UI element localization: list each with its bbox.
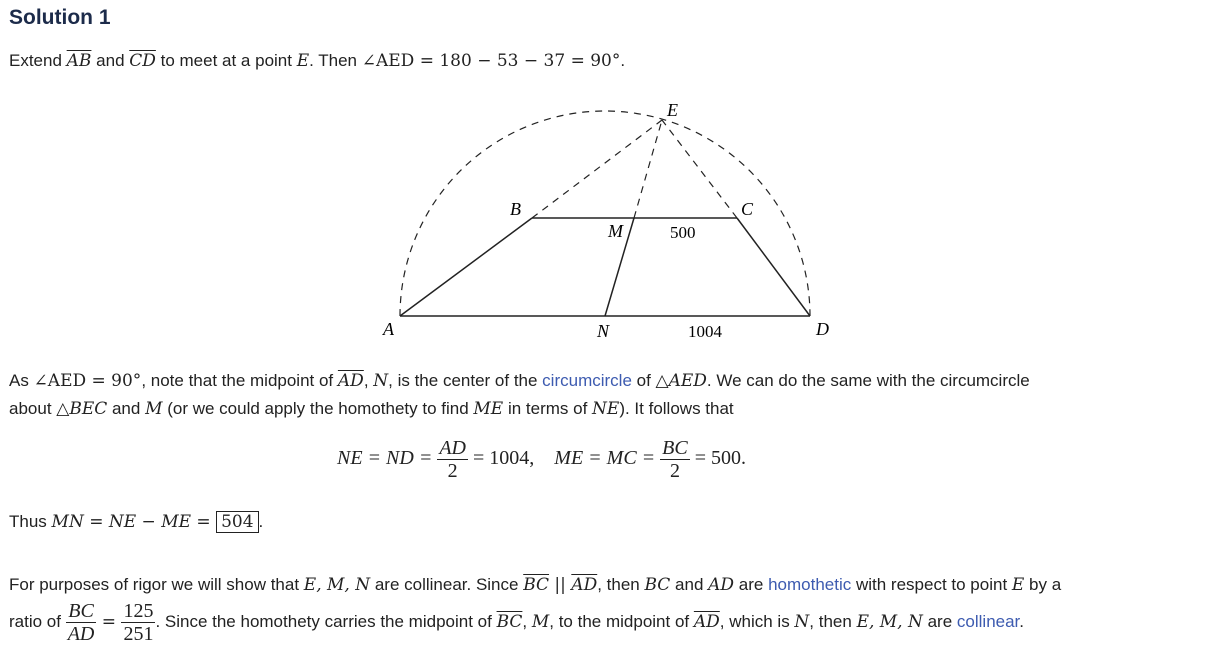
- math: $\overline{BC}$: [523, 575, 550, 595]
- numerator: AD: [439, 437, 467, 459]
- text: and: [107, 399, 146, 418]
- math: E: [296, 51, 310, 71]
- denominator: 2: [669, 460, 680, 482]
- text: . Since the homothety carries the midpoint of: [155, 611, 497, 631]
- math: $\overline{AD}$: [693, 611, 720, 632]
- denominator: 251: [123, 623, 154, 645]
- math: $\overline{BC}$: [496, 611, 523, 632]
- math: MN = NE − ME =: [51, 512, 217, 532]
- math: ||: [549, 575, 572, 595]
- math: NE = ND =: [337, 447, 438, 470]
- text: by a: [1024, 575, 1062, 594]
- circumcircle-link[interactable]: circumcircle: [542, 371, 632, 390]
- math: BC: [644, 575, 671, 595]
- math: ME: [473, 399, 504, 419]
- label-b: B: [510, 199, 521, 219]
- math: N: [373, 371, 389, 391]
- text: , then: [809, 611, 857, 631]
- text: in terms of: [503, 399, 593, 418]
- text: .: [620, 51, 626, 70]
- math: ∠AED = 180 − 53 − 37 = 90°: [361, 51, 621, 71]
- text: , to the midpoint of: [549, 611, 694, 631]
- text: ,: [363, 371, 374, 390]
- label-d: D: [816, 319, 829, 339]
- segment-ab: [400, 218, 532, 316]
- math: E: [1011, 575, 1025, 595]
- denominator: 2: [447, 460, 458, 482]
- math: = 500.: [689, 447, 747, 470]
- math: NE: [592, 399, 620, 419]
- label-n: N: [597, 321, 610, 341]
- text: , note that the midpoint of: [141, 371, 338, 390]
- math: $\overline{CD}$: [129, 51, 156, 71]
- text: (or we could apply the homothety to find: [162, 399, 474, 418]
- math: △AED: [655, 371, 707, 391]
- math: ∠AED = 90°: [33, 371, 142, 391]
- text: and: [91, 51, 130, 70]
- text: Thus: [9, 512, 52, 531]
- fraction: [66, 600, 97, 645]
- text: are collinear. Since: [370, 575, 524, 594]
- text: For purposes of rigor we will show that: [9, 575, 304, 594]
- text: and: [670, 575, 709, 594]
- math: $\overline{AD}$: [337, 371, 364, 391]
- dashed-be: [532, 120, 662, 218]
- text: ). It follows that: [619, 399, 734, 418]
- math: ME = MC =: [554, 447, 661, 470]
- label-ad-length: 1004: [688, 322, 722, 341]
- text: , which is: [719, 611, 795, 631]
- text: with respect to point: [851, 575, 1012, 594]
- math: M: [531, 611, 550, 632]
- math: AD: [708, 575, 735, 595]
- denominator: AD: [67, 623, 95, 645]
- dashed-me: [634, 120, 662, 218]
- label-c: C: [741, 199, 754, 219]
- text: , is the center of the: [388, 371, 543, 390]
- numerator: BC: [662, 437, 688, 459]
- math: =: [96, 611, 122, 632]
- text: about: [9, 399, 57, 418]
- fraction: [660, 437, 690, 482]
- label-e: E: [667, 100, 678, 120]
- paragraph-rigor: [9, 575, 1061, 595]
- text: of: [631, 371, 656, 390]
- math: E, M, N: [303, 575, 371, 595]
- text: .: [1019, 611, 1025, 631]
- label-a: A: [383, 319, 394, 339]
- text: .: [258, 512, 264, 531]
- math: M: [145, 399, 163, 419]
- text: Extend: [9, 51, 67, 70]
- paragraph-ratio: [9, 600, 1024, 645]
- homothetic-link[interactable]: homothetic: [768, 575, 852, 594]
- solution-heading: Solution 1: [9, 6, 111, 29]
- math: $\overline{AD}$: [571, 575, 598, 595]
- math: N: [794, 611, 810, 632]
- math: E, M, N: [856, 611, 923, 632]
- answer-box: 504: [216, 511, 258, 533]
- text: are: [922, 611, 957, 631]
- math: △BEC: [56, 399, 108, 419]
- segment-cd: [737, 218, 810, 316]
- text: ,: [522, 611, 532, 631]
- paragraph-answer: [9, 512, 263, 532]
- display-equation: [337, 437, 746, 482]
- text: are: [734, 575, 769, 594]
- math: = 1004,: [468, 447, 535, 470]
- collinear-link[interactable]: collinear: [956, 611, 1020, 631]
- text: ratio of: [9, 611, 66, 631]
- numerator: 125: [123, 600, 154, 622]
- text: , then: [597, 575, 645, 594]
- fraction: [121, 600, 155, 645]
- text: . We can do the same with the circumcircle: [706, 371, 1030, 390]
- math: $\overline{AB}$: [66, 51, 92, 71]
- fraction: [437, 437, 468, 482]
- label-m: M: [608, 221, 623, 241]
- text: As: [9, 371, 34, 390]
- label-bc-length: 500: [670, 223, 696, 242]
- paragraph-circumcircle: [9, 367, 1030, 423]
- text: . Then: [309, 51, 362, 70]
- numerator: BC: [66, 600, 97, 623]
- text: to meet at a point: [155, 51, 297, 70]
